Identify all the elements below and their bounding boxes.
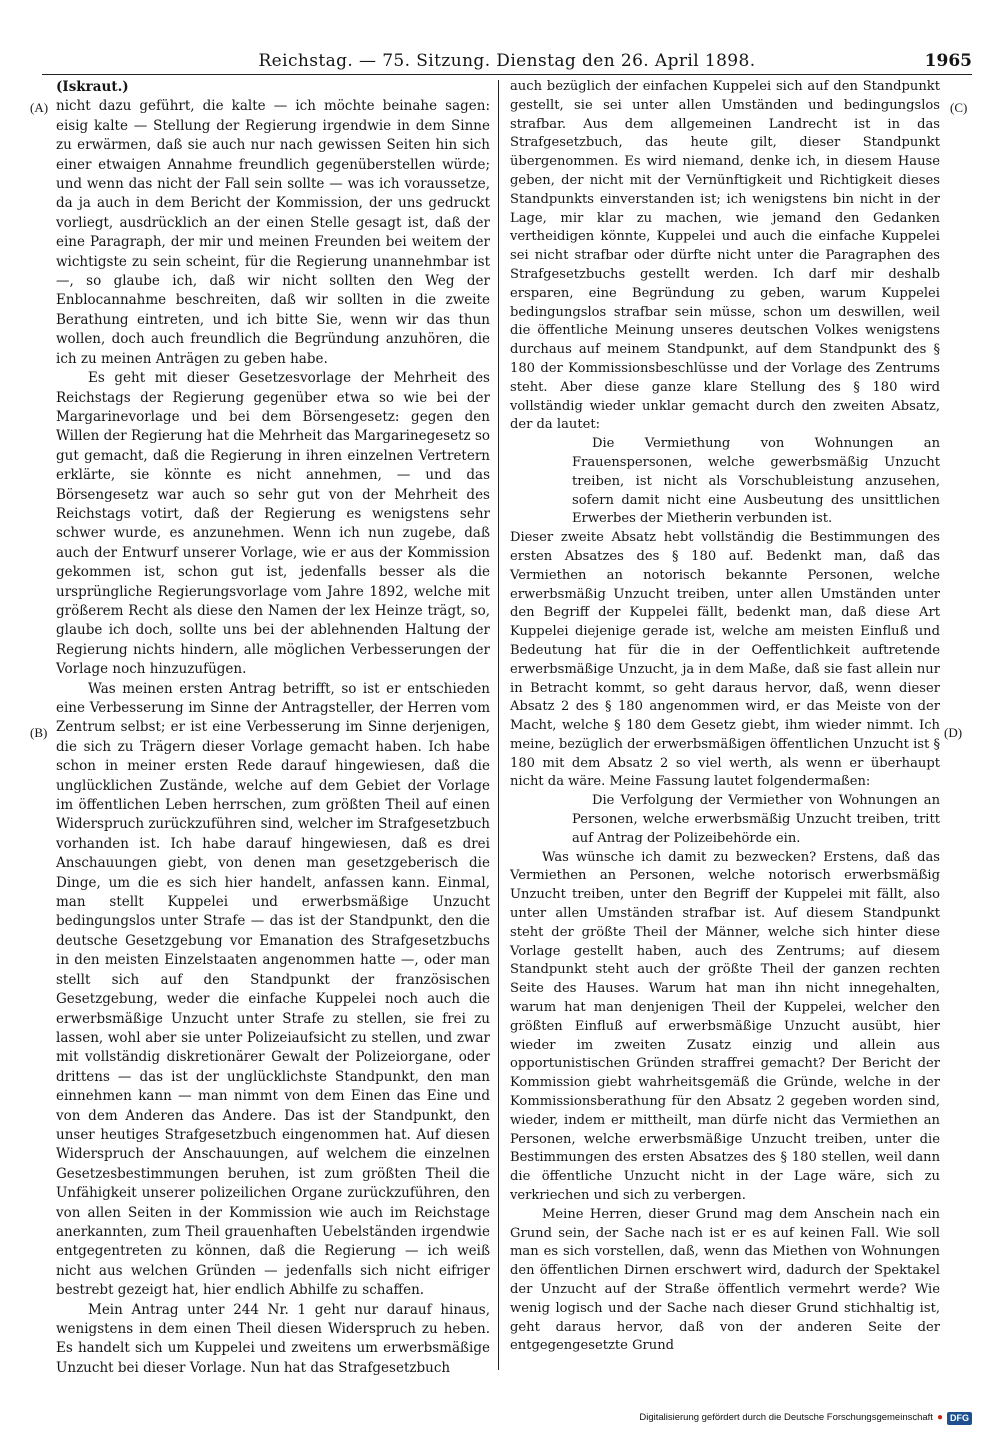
credit-text: Digitalisierung gefördert durch die Deutsche Forschungsgemeinschaft xyxy=(639,1412,933,1423)
running-title: Reichstag. — 75. Sitzung. Dienstag den 26. April 1898. xyxy=(258,51,756,71)
page-number: 1965 xyxy=(924,51,972,71)
column-divider xyxy=(498,80,499,1370)
left-column xyxy=(56,78,490,1378)
quoted-paragraph-2: Die Verfolgung der Vermiether von Wohnungen an Personen, welche erwerbsmäßig Unzucht treiben, tritt auf Antrag der Polizeibehörde ein. xyxy=(572,793,940,846)
right-paragraph-1: auch bezüglich der einfachen Kuppelei sich auf den Standpunkt gestellt, sie sei unter allen Umständen und bedingungslos strafbar. Aus dem allgemeinen Landrecht ist in das Strafgesetzbuch, das heute gilt, dieser Standpunkt übergenommen. Es wird niemand, denke ich, in diesem Hause geben, der nicht mit der Vernünftigkeit und Richtigkeit dieses Standpunkts einverstanden ist; ich wenigstens bin nicht in der Lage, mir klar zu machen, wie jemand den Gedanken vertheidigen könnte, Kuppelei und auch die einfache Kuppelei sei nicht strafbar oder dürfte nicht unter die Paragraphen des Strafgesetzbuchs gestellt werden. Ich darf mir deshalb ersparen, eine Begründung zu geben, warum Kuppelei bedingungslos strafbar sein müsse, schon um deswillen, weil die öffentliche Meinung unseres deutschen Volkes wenigstens durchaus auf meinem Standpunkt, auf dem Standpunkt des § 180 der Kommissionsbeschlüsse und der Vorlage des Zentrums steht. Aber diese ganze klare Stellung des § 180 wird vollständig wieder unklar gemacht durch den zweiten Absatz, der da lautet: xyxy=(510,79,940,433)
digitization-credit xyxy=(639,1410,972,1426)
right-column xyxy=(510,78,940,1356)
running-header xyxy=(42,48,972,74)
speaker-label: (Iskraut.) xyxy=(56,79,129,95)
dfg-logo: DFG xyxy=(947,1412,972,1425)
margin-marker-a: (A) xyxy=(30,100,49,115)
right-paragraph-3: Was wünsche ich damit zu bezwecken? Erstens, daß das Vermiethen an Personen, welche notorisch erwerbsmäßig Unzucht treiben, unter den Begriff der Kuppelei mit fällt, also unter allen Umständen strafbar ist. Auf diesem Standpunkt steht der größte Theil der Männer, welche sich hinter diese Vorlage gestellt haben, auch des Zentrums; auf diesem Standpunkt steht auch der größte Theil der ganzen rechten Seite des Hauses. Warum hat man ihn nicht innegehalten, warum hat man denjenigen Theil der Kuppelei, welcher den größten Einfluß auf erwerbsmäßige Unzucht ausübt, hier wieder im zweiten Zusatz einzig und allein aus opportunistischen Gründen straffrei gemacht? Der Bericht der Kommission giebt wahrheitsgemäß die Gründe, welche in der Kommissionsberathung für den Absatz 2 gegeben worden sind, wieder, indem er mittheilt, man dürfe nicht das Vermiethen an Personen, welche erwerbsmäßige Unzucht treiben, unter die Bestimmungen des ersten Absatzes des § 180 stellen, weil dann die öffentliche Unzucht nicht in der Lage wäre, sich zu verkriechen und sich zu verbergen. xyxy=(510,849,940,1204)
right-paragraph-4: Meine Herren, dieser Grund mag dem Anschein nach ein Grund sein, der Sache nach ist er es auf keinen Fall. Wie soll man es sich vorstellen, daß, wenn das Miethen von Wohnungen den öffentlichen Dirnen erschwert wird, dadurch der Spektakel der Unzucht auf der Straße öffentlich vermehrt werde? Wie wenig logisch und der Sache nach dieser Grund stichhaltig ist, geht daraus hervor, daß von der anderen Seite der entgegengesetzte Grund xyxy=(510,1206,940,1354)
margin-marker-b: (B) xyxy=(30,725,48,740)
margin-marker-d: (D) xyxy=(944,725,963,740)
quoted-paragraph-1: Die Vermiethung von Wohnungen an Frauenspersonen, welche gewerbsmäßig Unzucht treiben, ist nicht als Vorschubleistung anzusehen, sofern damit nicht eine Ausbeutung des unsittlichen Erwerbes der Mietherin verbunden ist. xyxy=(572,436,940,527)
left-paragraph-1: nicht dazu geführt, die kalte — ich möchte beinahe sagen: eisig kalte — Stellung der Regierung irgendwie in dem Sinne zu erwärmen, daß sie auch nur nach gewissen Seiten hin sich einer etwaigen Annahme freundlich gegenüberstellen würde; und wenn das nicht der Fall sein sollte — was ich voraussetze, da ja auch in dem Bericht der Kommission, der uns gedruckt vorliegt, ausdrücklich an der einen Stelle gesagt ist, daß der eine Paragraph, der mir und meinen Freunden bei weitem der wichtigste zu sein scheint, für die Regierung unannehmbar ist —, so glaube ich, daß wir nicht sollten den Weg der Enblocannahme beschreiten, daß wir sollten in die zweite Berathung eintreten, und ich bitte Sie, wenn wir das thun wollen, doch auch freundlich die Begründung anzuhören, die ich zu meinen Anträgen zu geben habe. xyxy=(56,98,490,367)
left-paragraph-4: Mein Antrag unter 244 Nr. 1 geht nur darauf hinaus, wenigstens in dem einen Theil diesen Widerspruch zu heben. Es handelt sich um Kuppelei und zweitens um erwerbsmäßige Unzucht bei dieser Vorlage. Nun hat das Strafgesetzbuch xyxy=(56,1301,490,1376)
right-paragraph-2: Dieser zweite Absatz hebt vollständig die Bestimmungen des ersten Absatzes des § 180 auf. Bedenkt man, daß das Vermiethen an notorisch bekannte Personen, welche erwerbsmäßig Unzucht treiben, unter allen Umständen unter den Begriff der Kuppelei fällt, bedenkt man, daß diese Art Kuppelei diejenige gerade ist, welche am meisten Einfluß und Bedeutung hat für die in der Oeffentlichkeit auftretende erwerbsmäßige Unzucht, ja in dem Maße, daß sie fast allein nur in Betracht kommt, so geht daraus hervor, daß, wenn dieser Absatz 2 des § 180 angenommen wird, er das Meiste von der Macht, welche § 180 dem Gesetz giebt, ihm wieder nimmt. Ich meine, bezüglich der erwerbsmäßigen öffentlichen Unzucht ist § 180 mit dem Absatz 2 so viel werth, als wenn er überhaupt nicht da wäre. Meine Fassung lautet folgendermaßen: xyxy=(510,530,940,790)
separator-dot-icon: ● xyxy=(936,1412,943,1423)
left-paragraph-3: Was meinen ersten Antrag betrifft, so ist er entschieden eine Verbesserung im Sinne der Antragsteller, der Herren vom Zentrum selbst; er ist eine Verbesserung im Sinne derjenigen, die sich zu Trägern dieser Vorlage gemacht haben. Ich habe schon in meiner ersten Rede darauf hingewiesen, daß die unglücklichen Zustände, welche auf dem Gebiet der Vorlage im öffentlichen Leben herrschen, zum größten Theil auf einen Widerspruch zurückzuführen sind, welcher im Strafgesetzbuch vorhanden ist. Ich habe darauf hingewiesen, daß es drei Anschauungen giebt, von denen man gesetzgeberisch die Dinge, um die es sich hier handelt, anfassen kann. Einmal, man stellt Kuppelei und erwerbsmäßige Unzucht bedingungslos unter Strafe — das ist der Standpunkt, den die deutsche Gesetzgebung vor Emanation des Strafgesetzbuchs in den meisten Einzelstaaten angenommen hatte —, oder man stellt sich auf den Standpunkt der französischen Gesetzgebung, weder die einfache Kuppelei noch auch die erwerbsmäßige Unzucht unter Strafe zu stellen, sie frei zu lassen, wohl aber sie unter Polizeiaufsicht zu stellen, und zwar mit vollständig diskretionärer Gewalt der Polizeiorgane, oder drittens — das ist der unglücklichste Standpunkt, den man einnehmen kann — man nimmt von dem Einen das Eine und von dem Anderen das Andere. Das ist der Standpunkt, den unser heutiges Strafgesetzbuch eingenommen hat. Auf diesen Widerspruch der Anschauungen, auf welchem die einzelnen Gesetzesbestimmungen beruhen, ist zum größten Theil die Unfähigkeit unserer polizeilichen Organe zurückzuführen, den von allen Seiten in der Kommission wie auch im Reichstage anerkannten, zum Theil grauenhaften Uebelständen irgendwie entgegentreten zu können, daß die Regierung — ich weiß nicht aus welchen Gründen — jedenfalls sich nicht eifriger bestrebt gezeigt hat, hier endlich Abhilfe zu schaffen. xyxy=(56,680,490,1299)
left-paragraph-2: Es geht mit dieser Gesetzesvorlage der Mehrheit des Reichstags der Regierung gegenüber etwa so wie bei der Margarinevorlage und bei dem Börsengesetz: gegen den Willen der Regierung hat die Mehrheit das Margarinegesetz so gut gemacht, daß die Regierung in ihren einzelnen Vertretern erklärte, sie könnte es nicht annehmen, — und das Börsengesetz war auch so sehr gut von der Mehrheit des Reichstags votirt, daß der Regierung es wenigstens sehr schwer wurde, es anzunehmen. Wenn ich nun zugebe, daß auch der Entwurf unserer Vorlage, wie er aus der Kommission gekommen ist, schon gut ist, jedenfalls besser als die ursprüngliche Regierungsvorlage vom Jahre 1892, welche mit größerem Recht als diese den Namen der lex Heinze trägt, so, glaube ich doch, sollte uns bei der ablehnenden Haltung der Regierung nichts hindern, alle möglichen Verbesserungen der Vorlage noch hinzuzufügen. xyxy=(56,370,491,678)
margin-marker-c: (C) xyxy=(950,100,968,115)
header-rule xyxy=(42,74,972,75)
